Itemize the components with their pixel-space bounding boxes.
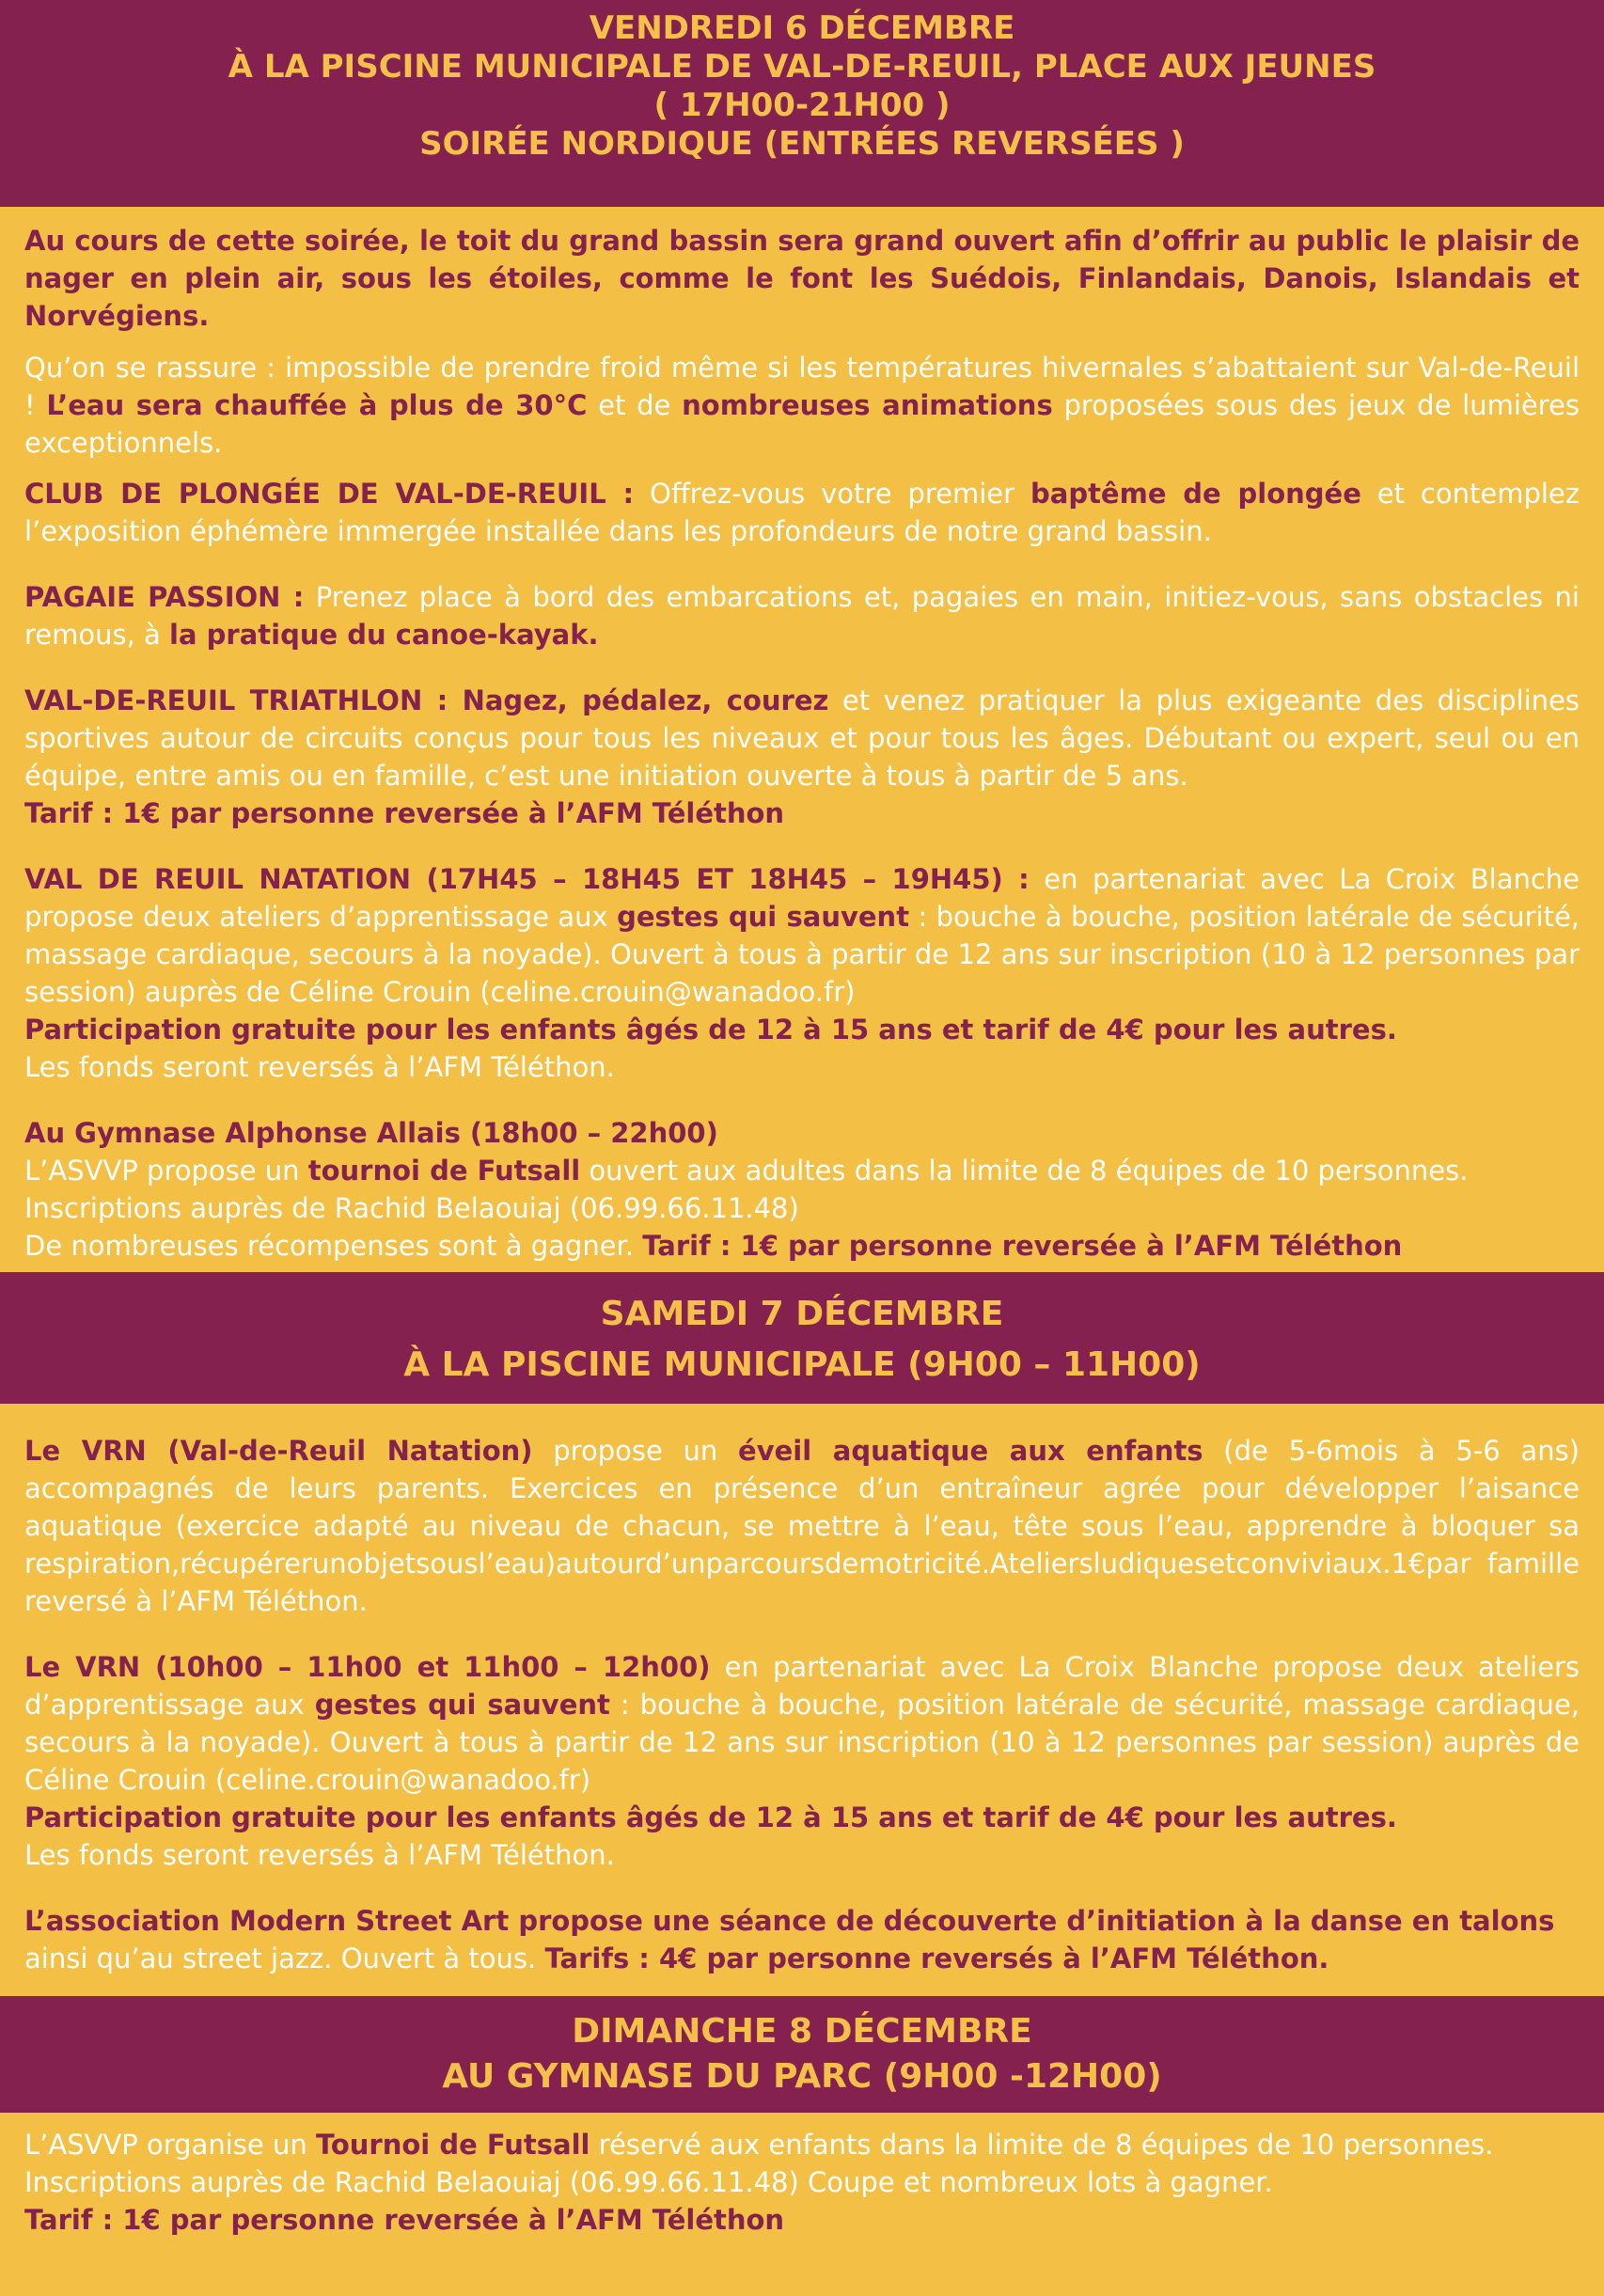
friday-header <box>0 0 1604 207</box>
gymnase-paragraph: Au Gymnase Alphonse Allais (18h00 – 22h00) L’ASVVP propose un tournoi de Futsall ouvert aux adultes dans la limite de 8 équipes de 10 personnes. Inscriptions auprès de Rachid Belaouiaj (06.99.66.11.48) De nombreuses récompenses sont à gagner. Tarif : 1€ par personne reversée à l’AFM Téléthon <box>24 1117 1469 1262</box>
natation-paragraph: VAL DE REUIL NATATION (17H45 – 18H45 ET 18H45 – 19H45) : en partenariat avec La Croix Blanche propose deux ateliers d’apprentissage aux gestes qui sauvent : bouche à bouche, position latérale de sécurité, massage cardiaque, secours à la noyade). Ouvert à tous à partir de 12 ans sur inscription (10 à 12 personnes par session) auprès de Céline Crouin (celine.crouin@wanadoo.fr) Participation gratuite pour les enfants âgés de 12 à 15 ans et tarif de 4€ pour les autres. Les fonds seront reversés à l’AFM Téléthon. <box>24 863 1580 1083</box>
sunday-day: DIMANCHE 8 DÉCEMBRE <box>572 2012 1032 2051</box>
friday-reassure: Qu’on se rassure : impossible de prendre froid même si les températures hivernales s’abattaient sur Val-de-Reuil ! L’eau sera chauffée à plus de 30°C et de nombreuses animations proposées sous des jeux de lumières exceptionnels. <box>24 352 1580 459</box>
saturday-header <box>0 1272 1604 1404</box>
sunday-header <box>0 1996 1604 2113</box>
modern-street-art-paragraph: L’association Modern Street Art propose une séance de découverte d’initiation à la danse en talons ainsi qu’au street jazz. Ouvert à tous. Tarifs : 4€ par personne reversés à l’AFM Téléthon. <box>24 1905 1555 1974</box>
friday-intro: Au cours de cette soirée, le toit du grand bassin sera grand ouvert afin d’offrir au public le plaisir de nager en plein air, sous les étoiles, comme le font les Suédois, Finlandais, Danois, Islandais et Norvégiens. <box>24 225 1580 332</box>
futsal-enfants-paragraph: L’ASVVP organise un Tournoi de Futsall réservé aux enfants dans la limite de 8 équipes de 10 personnes. Inscriptions auprès de Rachid Belaouiaj (06.99.66.11.48) Coupe et nombreux lots à gagner. Tarif : 1€ par personne reversée à l’AFM Téléthon <box>24 2129 1494 2236</box>
friday-venue: À LA PISCINE MUNICIPALE DE VAL-DE-REUIL, PLACE AUX JEUNES <box>228 48 1376 86</box>
friday-hours: ( 17H00-21H00 ) <box>653 86 951 124</box>
saturday-content <box>0 1404 1604 1996</box>
triathlon-paragraph: VAL-DE-REUIL TRIATHLON : Nagez, pédalez, courez et venez pratiquer la plus exigeante des disciplines sportives autour de circuits conçus pour tous les niveaux et pour tous les âges. Débutant ou expert, seul ou en équipe, entre amis ou en famille, c’est une initiation ouverte à tous à partir de 5 ans. Tarif : 1€ par personne reversée à l’AFM Téléthon <box>24 684 1580 829</box>
vrn-gestes-paragraph: Le VRN (10h00 – 11h00 et 11h00 – 12h00) en partenariat avec La Croix Blanche propose deux ateliers d’apprentissage aux gestes qui sauvent : bouche à bouche, position latérale de sécurité, massage cardiaque, secours à la noyade). Ouvert à tous à partir de 12 ans sur inscription (10 à 12 personnes par session) auprès de Céline Crouin (celine.crouin@wanadoo.fr) Participation gratuite pour les enfants âgés de 12 à 15 ans et tarif de 4€ pour les autres. Les fonds seront reversés à l’AFM Téléthon. <box>24 1651 1580 1871</box>
saturday-day: SAMEDI 7 DÉCEMBRE <box>600 1295 1004 1333</box>
saturday-venue: À LA PISCINE MUNICIPALE (9H00 – 11H00) <box>403 1345 1201 1384</box>
sunday-content <box>0 2113 1604 2239</box>
plongee-paragraph: CLUB DE PLONGÉE DE VAL-DE-REUIL : Offrez-vous votre premier baptême de plongée et contemplez l’exposition éphémère immergée installée dans les profondeurs de notre grand bassin. <box>24 478 1580 547</box>
vrn-eveil-paragraph: Le VRN (Val-de-Reuil Natation) propose un éveil aquatique aux enfants (de 5-6mois à 5-6 ans) accompagnés de leurs parents. Exercices en présence d’un entraîneur agrée pour développer l’aisance aquatique (exercice adapté au niveau de chacun, se mettre à l’eau, tête sous l’eau, apprendre à bloquer sa respiration,récupérerunobjetsousl’eau)autourd’unparcoursdemotricité.Ateliersludiquesetconviviaux.1€par famille reversé à l’AFM Téléthon. <box>24 1435 1580 1617</box>
pagaie-paragraph: PAGAIE PASSION : Prenez place à bord des embarcations et, pagaies en main, initiez-vous, sans obstacles ni remous, à la pratique du canoe-kayak. <box>24 581 1580 651</box>
friday-event-title: SOIRÉE NORDIQUE (ENTRÉES REVERSÉES ) <box>419 125 1185 163</box>
friday-day: VENDREDI 6 DÉCEMBRE <box>589 9 1015 47</box>
friday-content <box>0 207 1604 1272</box>
sunday-venue: AU GYMNASE DU PARC (9H00 -12H00) <box>442 2057 1162 2096</box>
